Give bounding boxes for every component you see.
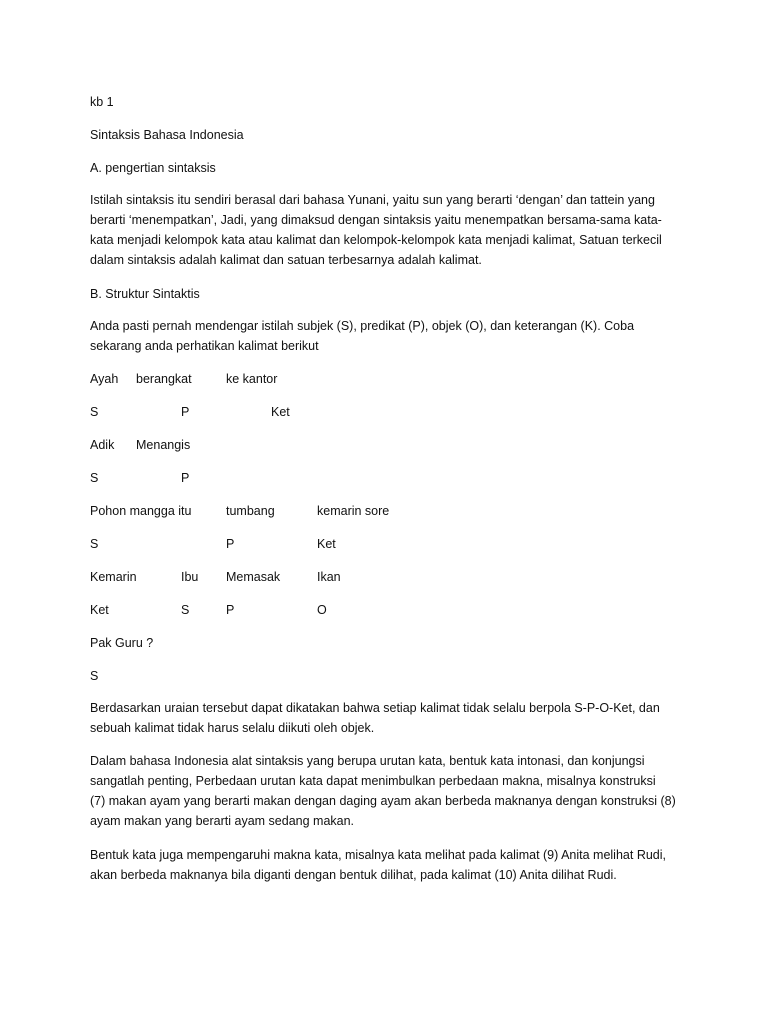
section-b-heading: B. Struktur Sintaktis	[90, 287, 200, 301]
example-word: Adik	[90, 438, 115, 452]
example-function: S	[90, 471, 99, 485]
example-function: S	[90, 537, 99, 551]
paragraph-conclusion	[90, 698, 690, 738]
document-title: Sintaksis Bahasa Indonesia	[90, 128, 244, 142]
example-function: S	[90, 405, 99, 419]
paragraph-word-form	[90, 845, 690, 885]
text-line: Berdasarkan uraian tersebut dapat dikatakan bahwa setiap kalimat tidak selalu berpola S-P-O-Ket, dan	[90, 701, 660, 715]
example-function: Ket	[90, 603, 109, 617]
section-a-heading: A. pengertian sintaksis	[90, 161, 216, 175]
text-line: Dalam bahasa Indonesia alat sintaksis yang berupa urutan kata, bentuk kata intonasi, dan konjungsi	[90, 754, 645, 768]
example-word: berangkat	[136, 372, 192, 386]
example-function: Ket	[317, 537, 336, 551]
example-word: kemarin sore	[317, 504, 390, 518]
paragraph-word-order	[90, 751, 690, 831]
example-word: Ayah	[90, 372, 119, 386]
example-function: Ket	[271, 405, 290, 419]
text-line: sekarang anda perhatikan kalimat berikut	[90, 339, 319, 353]
example-word: Kemarin	[90, 570, 137, 584]
example-word: Memasak	[226, 570, 281, 584]
example-word: Menangis	[136, 438, 191, 452]
text-line: sangatlah penting, Perbedaan urutan kata dapat menimbulkan perbedaan makna, misalnya konstruksi	[90, 774, 656, 788]
text-line: Anda pasti pernah mendengar istilah subjek (S), predikat (P), objek (O), dan keterangan (K). Coba	[90, 319, 635, 333]
text-line: Bentuk kata juga mempengaruhi makna kata, misalnya kata melihat pada kalimat (9) Anita melihat Rudi,	[90, 848, 666, 862]
text-line: berarti ‘menempatkan’, Jadi, yang dimaksud dengan sintaksis yaitu menempatkan bersama-sama kata-	[90, 213, 662, 227]
text-line: dalam sintaksis adalah kalimat dan satuan terbesarnya adalah kalimat.	[90, 253, 482, 267]
example-function: O	[317, 603, 327, 617]
paragraph-definition	[90, 190, 690, 270]
text-line: Istilah sintaksis itu sendiri berasal dari bahasa Yunani, yaitu sun yang berarti ‘dengan’ dan tattein yang	[90, 193, 655, 207]
example-word: Pak Guru ?	[90, 636, 154, 650]
example-function: P	[226, 537, 235, 551]
example-function: P	[181, 471, 190, 485]
text-line: ayam makan yang berarti ayam sedang makan.	[90, 814, 355, 828]
paragraph-intro	[90, 316, 690, 356]
example-word: ke kantor	[226, 372, 278, 386]
text-line: (7) makan ayam yang berarti makan dengan daging ayam akan berbeda maknanya dengan konstruksi (8)	[90, 794, 676, 808]
example-word: Pohon mangga itu	[90, 504, 192, 518]
example-word: Ikan	[317, 570, 341, 584]
example-function: P	[181, 405, 190, 419]
text-line: kata menjadi kelompok kata atau kalimat dan kelompok-kelompok kata menjadi kalimat, Satuan terkecil	[90, 233, 662, 247]
example-word: Ibu	[181, 570, 199, 584]
text-line: sebuah kalimat tidak harus selalu diikuti oleh objek.	[90, 721, 375, 735]
example-function: S	[181, 603, 190, 617]
example-word: tumbang	[226, 504, 275, 518]
example-function: S	[90, 669, 99, 683]
header-label: kb 1	[90, 95, 114, 109]
text-line: akan berbeda maknanya bila diganti dengan bentuk dilihat, pada kalimat (10) Anita dilihat Rudi.	[90, 868, 617, 882]
example-function: P	[226, 603, 235, 617]
